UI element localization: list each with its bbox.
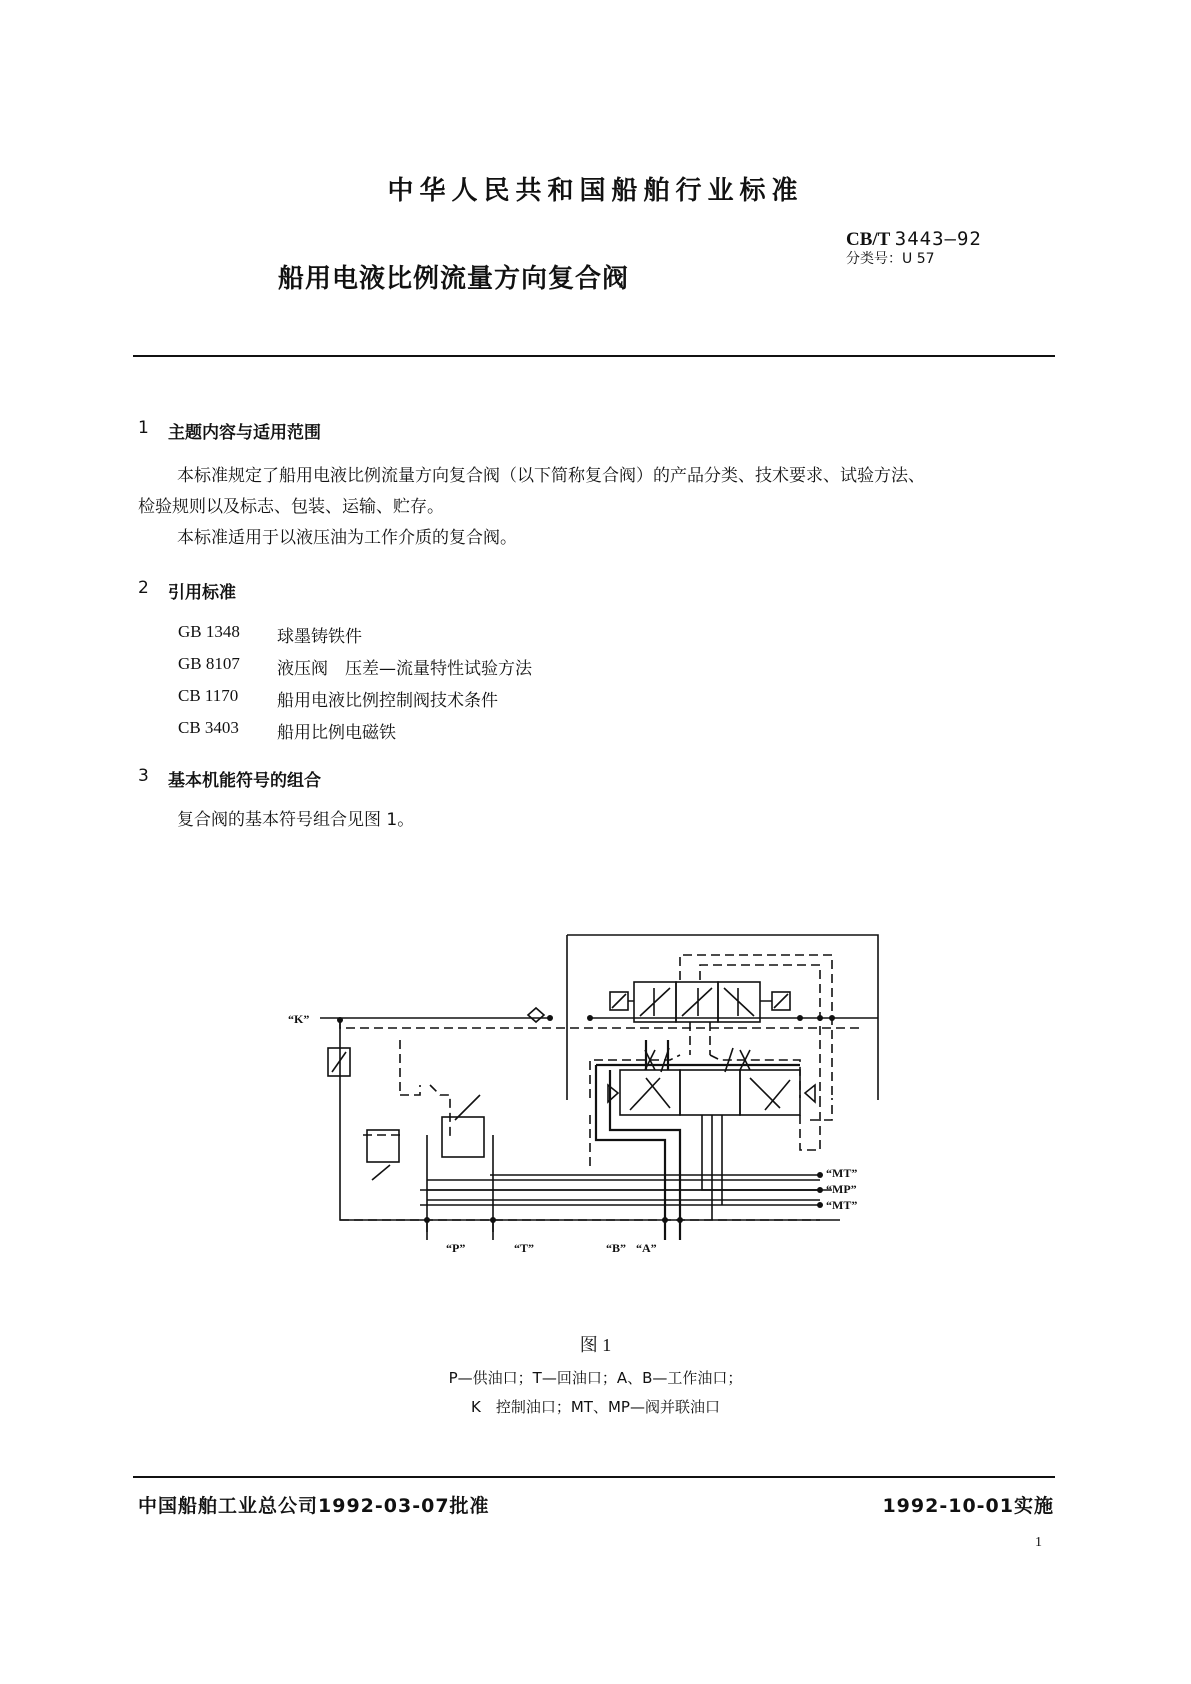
header-divider (133, 355, 1055, 357)
reference-code: CB 1170 (178, 686, 239, 705)
standard-category-title: 中华人民共和国船舶行业标准 (387, 176, 804, 206)
section-1-title: 主题内容与适用范围 (168, 423, 321, 443)
figure-caption: 图 1 (579, 1335, 612, 1355)
reference-title: 球墨铸铁件 (277, 627, 362, 647)
port-label-b: “B” (606, 1241, 627, 1255)
port-label-k: “K” (288, 1012, 310, 1026)
throttle-check-symbols (645, 1048, 750, 1072)
reference-code: CB 3403 (178, 718, 239, 737)
page-number: 1 (1035, 1535, 1042, 1550)
section-3-number: 3 (138, 766, 149, 786)
section-2-number: 2 (138, 578, 149, 598)
approval-info: 中国船舶工业总公司1992-03-07批准 (138, 1495, 490, 1517)
hydraulic-schematic (320, 920, 940, 1340)
reference-title: 液压阀 压差—流量特性试验方法 (277, 659, 532, 679)
standard-code-prefix: CB/T (846, 229, 891, 250)
port-label-mp: “MP” (826, 1182, 857, 1196)
shuttle-valve-symbol (528, 1008, 544, 1022)
footer-divider (133, 1476, 1055, 1478)
section-3-title: 基本机能符号的组合 (168, 771, 321, 791)
standard-code-number: 3443—92 (894, 228, 982, 250)
section-1-paragraph-1a: 本标准规定了船用电液比例流量方向复合阀（以下简称复合阀）的产品分类、技术要求、试验方法、 (177, 466, 925, 486)
reference-code: GB 1348 (178, 622, 240, 641)
pilot-valve-symbol (610, 982, 790, 1022)
port-label-p: “P” (446, 1241, 466, 1255)
port-label-a: “A” (636, 1241, 657, 1255)
section-2-title: 引用标准 (168, 583, 236, 603)
effective-date: 1992-10-01实施 (882, 1495, 1054, 1517)
pressure-compensator-symbol (442, 1117, 484, 1157)
section-1-number: 1 (138, 418, 149, 438)
standard-name: 船用电液比例流量方向复合阀 (278, 264, 630, 294)
section-1-paragraph-2: 本标准适用于以液压油为工作介质的复合阀。 (177, 528, 517, 548)
port-label-mt: “MT” (826, 1166, 858, 1180)
section-1-paragraph-1b: 检验规则以及标志、包装、运输、贮存。 (138, 497, 444, 517)
reference-title: 船用比例电磁铁 (277, 723, 396, 743)
reference-code: GB 8107 (178, 654, 240, 673)
figure-note-line-1: P—供油口；T—回油口；A、B—工作油口； (448, 1369, 743, 1387)
classification-number: 分类号：U 57 (846, 251, 935, 267)
section-3-paragraph: 复合阀的基本符号组合见图 1。 (177, 810, 415, 830)
figure-note-line-2: K 控制油口；MT、MP—阀并联油口 (471, 1398, 720, 1416)
main-passage-lines (596, 1065, 800, 1240)
main-valve-symbol (608, 1070, 815, 1115)
reference-title: 船用电液比例控制阀技术条件 (277, 691, 498, 711)
port-label-mt: “MT” (826, 1198, 858, 1212)
port-label-t: “T” (514, 1241, 535, 1255)
